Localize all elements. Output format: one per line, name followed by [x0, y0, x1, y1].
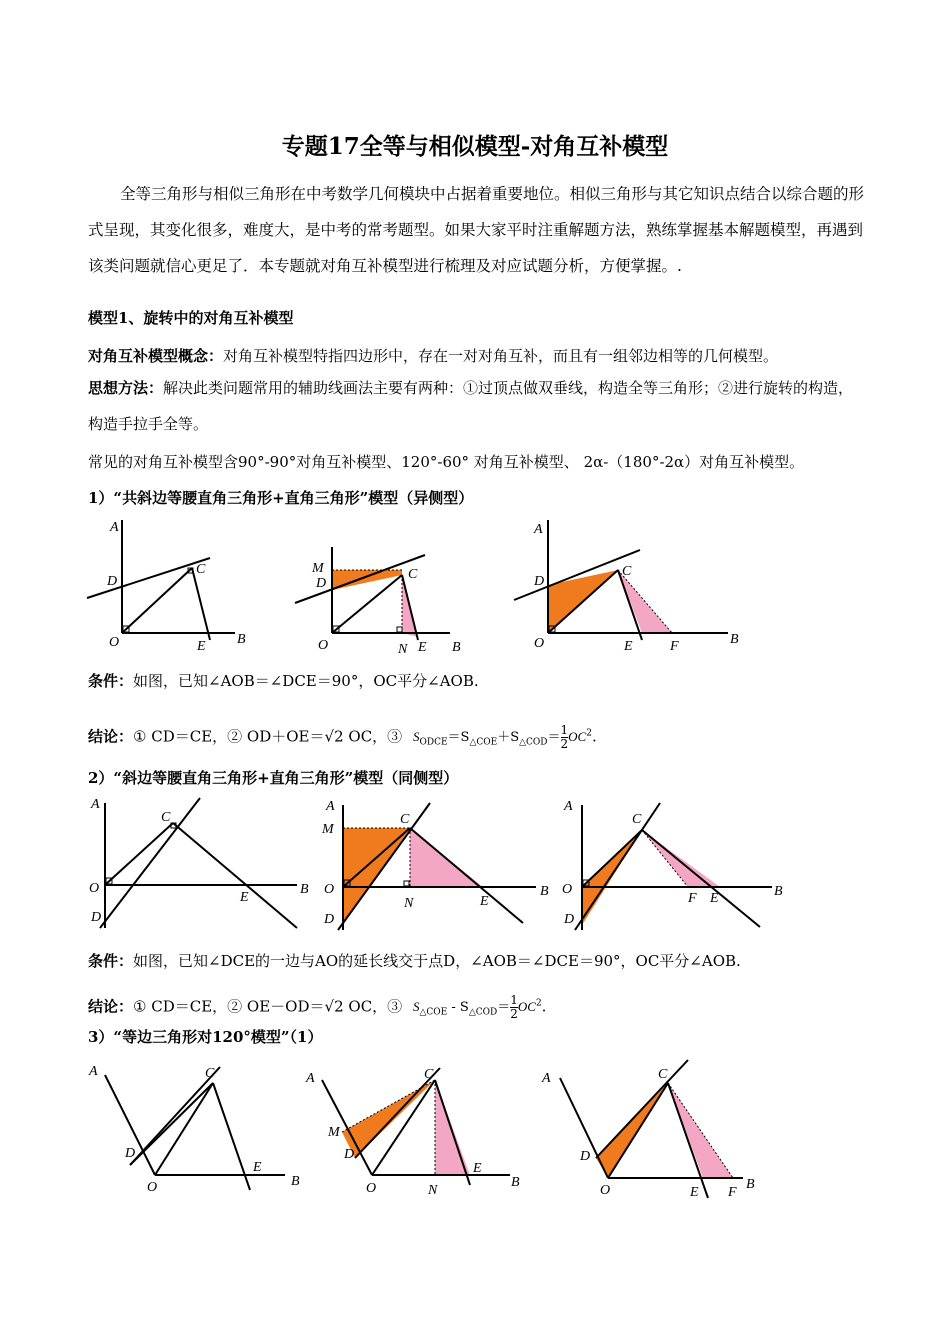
s2-oc: OC，③ [348, 997, 403, 1016]
label-C: C [408, 567, 418, 582]
label-B: B [511, 1175, 520, 1190]
s2-area-formula: $S_{\triangle COE} - S_{\triangle COD}=$ $\frac{1}{2}$ $OC^2$ [412, 993, 542, 1022]
s3-figure-1 [85, 1055, 310, 1195]
label-C: C [424, 1067, 434, 1082]
label-B: B [300, 882, 309, 897]
s1-concl-label: 结论： [88, 727, 134, 746]
label-F: F [728, 1185, 737, 1200]
label-F: F [688, 891, 697, 906]
label-E: E [418, 640, 427, 655]
s3-figure-3 [538, 1058, 768, 1203]
label-N: N [398, 642, 408, 655]
label-O: O [147, 1180, 158, 1195]
model1-heading: 模型1、旋转中的对角互补模型 [88, 309, 294, 327]
label-C: C [632, 812, 642, 827]
intro-paragraph [88, 176, 866, 284]
intro-text: 全等三角形与相似三角形在中考数学几何模块中占据着重要地位。相似三角形与其它知识点结合以综合题的形式呈现，其变化很多，难度大，是中考的常考题型。如果大家平时注重解题方法，熟练掌握基本解题模型，再遇到该类问题就信心更足了．本专题就对角互补模型进行梳理及对应试题分析，方便掌握。. [88, 185, 865, 275]
s2-concl-label: 结论： [88, 997, 134, 1016]
label-E: E [710, 891, 719, 906]
label-B: B [540, 884, 549, 899]
label-D: D [91, 910, 102, 925]
s1-figure-3 [510, 515, 750, 650]
label-O: O [324, 882, 335, 897]
s2-heading: 2）“斜边等腰直角三角形+直角三角形”模型（同侧型） [88, 769, 459, 787]
label-C: C [622, 564, 632, 579]
s1-cond-label: 条件： [88, 672, 134, 690]
s1-oc: OC，③ [348, 727, 403, 746]
label-D: D [324, 912, 335, 927]
label-O: O [318, 638, 329, 653]
s1-condition [88, 670, 878, 691]
label-N: N [404, 896, 414, 911]
label-A: A [306, 1071, 315, 1086]
s1-figure-2 [290, 545, 470, 655]
label-D: D [580, 1149, 591, 1164]
s1-heading: 1）“共斜边等腰直角三角形+直角三角形”模型（异侧型） [88, 489, 474, 507]
label-E: E [690, 1185, 699, 1200]
label-A: A [89, 1064, 98, 1079]
label-E: E [197, 639, 206, 650]
label-E: E [473, 1161, 482, 1176]
s1-area-formula: $S_{ODCE}=S_{\triangle COE}+S_{\triangle COD}=$ $\frac{1}{2}$ $OC^2$ [412, 723, 592, 752]
label-A: A [326, 799, 335, 814]
s2-cond-label: 条件： [88, 952, 134, 970]
label-A: A [110, 520, 119, 535]
label-E: E [253, 1160, 262, 1175]
label-B: B [291, 1174, 300, 1189]
s2-figure-1 [85, 793, 315, 933]
s2-concl-a: ① CD＝CE，② OE－OD＝ [133, 997, 325, 1016]
label-C: C [196, 562, 206, 577]
label-A: A [534, 522, 543, 537]
concept-label: 对角互补模型概念： [88, 347, 224, 365]
s1-sqrt2: √2 [324, 727, 344, 746]
label-C: C [205, 1066, 215, 1081]
s1-concl-a: ① CD＝CE，② OD＋OE＝ [133, 727, 325, 746]
label-E: E [624, 639, 633, 650]
label-D: D [316, 576, 327, 591]
label-B: B [774, 884, 783, 899]
s3-figure-2 [300, 1060, 530, 1200]
s2-sqrt2: √2 [324, 997, 344, 1016]
label-D: D [534, 574, 545, 589]
label-A: A [564, 799, 573, 814]
label-D: D [107, 574, 118, 589]
label-F: F [670, 639, 679, 650]
label-O: O [562, 882, 573, 897]
label-D: D [564, 912, 575, 927]
label-C: C [658, 1067, 668, 1082]
s2-conclusion: 结论：① CD＝CE，② OE－OD＝√2 OC，③ $S_{\triangle COE} - S_{\triangle COD}=$ $\frac{1}{2}$ $OC^2$. [88, 993, 547, 1022]
label-O: O [109, 635, 120, 650]
label-E: E [480, 894, 489, 909]
label-N: N [428, 1183, 438, 1198]
label-M: M [312, 561, 324, 576]
label-C: C [161, 810, 171, 825]
method-text: 解决此类问题常用的辅助线画法主要有两种：①过顶点做双垂线，构造全等三角形；②进行旋转的构造，构造手拉手全等。 [88, 379, 854, 433]
s2-cond-text: 如图，已知∠DCE的一边与AO的延长线交于点D，∠AOB＝∠DCE＝90°，OC平分∠AOB. [133, 952, 741, 970]
label-A: A [542, 1071, 551, 1086]
s2-condition [88, 950, 878, 971]
label-E: E [240, 890, 249, 905]
label-O: O [534, 636, 545, 650]
label-B: B [237, 632, 246, 647]
method-label: 思想方法： [88, 379, 164, 397]
label-C: C [400, 812, 410, 827]
label-D: D [344, 1147, 355, 1162]
label-D: D [125, 1146, 136, 1161]
concept-text: 对角互补模型特指四边形中，存在一对对角互补，而且有一组邻边相等的几何模型。 [223, 347, 779, 365]
label-B: B [746, 1177, 755, 1192]
label-B: B [730, 632, 739, 647]
common-line: 常见的对角互补模型含90°-90°对角互补模型、120°-60° 对角互补模型、 2α-（180°-2α）对角互补模型。 [88, 453, 805, 471]
concept-line [88, 345, 878, 366]
label-A: A [91, 797, 100, 812]
label-O: O [366, 1181, 377, 1196]
s2-figure-2 [318, 795, 558, 935]
page-title: 专题17全等与相似模型-对角互补模型 [281, 133, 669, 160]
label-B: B [452, 640, 461, 655]
label-O: O [89, 881, 100, 896]
s3-heading: 3）“等边三角形对120°模型”（1） [88, 1028, 323, 1046]
label-M: M [322, 822, 334, 837]
label-M: M [328, 1125, 340, 1140]
s1-conclusion: 结论：① CD＝CE，② OD＋OE＝√2 OC，③ $S_{ODCE}=S_{\triangle COE}+S_{\triangle COD}=$ $\frac{1}{2}$ $OC^2$. [88, 723, 597, 752]
s1-cond-text: 如图，已知∠AOB＝∠DCE＝90°，OC平分∠AOB. [133, 672, 479, 690]
s2-figure-3 [560, 795, 790, 935]
s1-figure-1 [85, 515, 265, 650]
label-O: O [600, 1183, 611, 1198]
method-paragraph [88, 370, 868, 442]
